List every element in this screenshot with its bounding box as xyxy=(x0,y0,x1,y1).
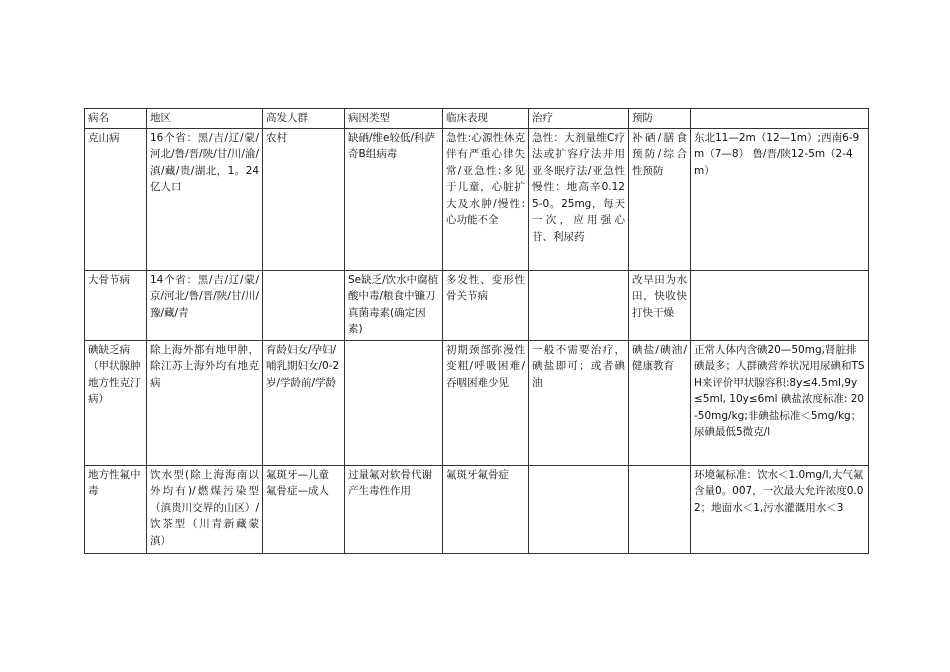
cell-treatment: 急性：大剂量维C疗法或扩容疗法并用亚冬眠疗法/亚急性慢性：地高辛0.125-0。25mg，每天一次，应用强心苷、利尿药 xyxy=(529,128,629,270)
table-row xyxy=(85,465,869,553)
cell-etiology xyxy=(345,340,443,465)
cell-disease-name: 大骨节病 xyxy=(85,270,147,340)
header-prevention: 预防 xyxy=(629,109,691,129)
cell-treatment: 一般不需要治疗，碘盐即可；或者碘油 xyxy=(529,340,629,465)
cell-prevention: 补硒/膳食预防/综合性预防 xyxy=(629,128,691,270)
cell-high-risk-group xyxy=(263,270,345,340)
header-notes xyxy=(691,109,869,129)
cell-notes: 东北11—2m（12—1m）;西南6-9m（7—8） 鲁/晋/陕12-5m（2-4m） xyxy=(691,128,869,270)
cell-etiology: Se缺乏/饮水中腐植酸中毒/粮食中镰刀真菌毒素(确定因素) xyxy=(345,270,443,340)
table-row xyxy=(85,270,869,340)
cell-notes: 正常人体内含碘20—50mg,肾脏排碘最多；人群碘营养状况用尿碘和TSH来评价甲状腺容积:8y≤4.5ml,9y≤5ml, 10y≤6ml 碘盐浓度标准: 20-50mg/kg;非碘盐标准＜5mg/kg；尿碘最低5微克/l xyxy=(691,340,869,465)
cell-disease-name: 地方性氟中毒 xyxy=(85,465,147,553)
header-etiology: 病因类型 xyxy=(345,109,443,129)
cell-notes: 环境氟标准：饮水＜1.0mg/l,大气氟含量0。007，一次最大允许浓度0.02；地面水＜1,污水灌溉用水＜3 xyxy=(691,465,869,553)
cell-region: 饮水型(除上海海南以外均有)/燃煤污染型（滇贵川交界的山区）/饮茶型（川青新藏蒙滇） xyxy=(147,465,263,553)
cell-clinical: 氟斑牙氟骨症 xyxy=(443,465,529,553)
cell-prevention xyxy=(629,465,691,553)
table-row xyxy=(85,128,869,270)
cell-high-risk-group: 农村 xyxy=(263,128,345,270)
cell-region: 除上海外都有地甲肿，除江苏上海外均有地克病 xyxy=(147,340,263,465)
cell-clinical: 多发性、变形性骨关节病 xyxy=(443,270,529,340)
cell-etiology: 过量氟对软骨代谢产生毒性作用 xyxy=(345,465,443,553)
cell-region: 16个省：黑/吉/辽/蒙/河北/鲁/晋/陕/甘/川/渝/滇/藏/贵/湖北，1。24亿人口 xyxy=(147,128,263,270)
cell-treatment xyxy=(529,465,629,553)
cell-clinical: 初期颈部弥漫性变粗/呼吸困难/吞咽困难少见 xyxy=(443,340,529,465)
cell-clinical: 急性:心源性休克伴有严重心律失常/亚急性:多见于儿童，心脏扩大及水肿/慢性:心功能不全 xyxy=(443,128,529,270)
cell-disease-name: 碘缺乏病（甲状腺肿 地方性克汀病） xyxy=(85,340,147,465)
cell-treatment xyxy=(529,270,629,340)
cell-high-risk-group: 育龄妇女/孕妇/哺乳期妇女/0-2岁/学龄前/学龄 xyxy=(263,340,345,465)
disease-table xyxy=(84,108,869,554)
header-disease-name: 病名 xyxy=(85,109,147,129)
header-region: 地区 xyxy=(147,109,263,129)
table-header-row xyxy=(85,109,869,129)
header-clinical: 临床表现 xyxy=(443,109,529,129)
cell-etiology: 缺硒/维e较低/科萨奇B组病毒 xyxy=(345,128,443,270)
header-treatment: 治疗 xyxy=(529,109,629,129)
cell-prevention: 改旱田为水田，快收快打快干燥 xyxy=(629,270,691,340)
cell-high-risk-group: 氟斑牙—儿童 氟骨症—成人 xyxy=(263,465,345,553)
cell-disease-name: 克山病 xyxy=(85,128,147,270)
header-high-risk-group: 高发人群 xyxy=(263,109,345,129)
cell-notes xyxy=(691,270,869,340)
table-row xyxy=(85,340,869,465)
cell-region: 14个省：黑/吉/辽/蒙/京/河北/鲁/晋/陕/甘/川/豫/藏/青 xyxy=(147,270,263,340)
cell-prevention: 碘盐/碘油/健康教育 xyxy=(629,340,691,465)
